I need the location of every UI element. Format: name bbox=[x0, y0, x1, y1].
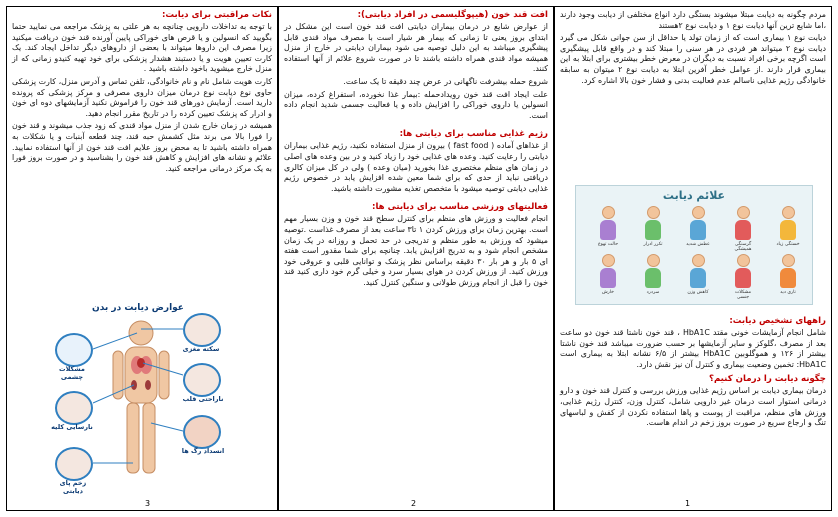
page-number: 3 bbox=[145, 499, 151, 508]
figure-title: عوارض دیابت در بدن bbox=[92, 303, 184, 313]
exercise-heading: فعالیتهای ورزشی مناسب برای دیابتی ها: bbox=[372, 202, 548, 213]
symptom-label: سردرد bbox=[646, 290, 660, 295]
symptom-label: عطش شدید bbox=[686, 242, 710, 247]
diagnosis-heading: راههای تشخیص دیابت: bbox=[729, 316, 826, 326]
figure-body bbox=[600, 268, 616, 288]
figure-body bbox=[645, 220, 661, 240]
poster-symptom bbox=[731, 254, 755, 300]
diabetes-complications-figure bbox=[33, 303, 243, 493]
eye-problems-label: مشکلات چشمی bbox=[59, 365, 85, 381]
diagnosis-paragraph: شامل انجام آزمایشات خونی مقتد HbA1C ، قند خون ناشتا قند خون دو ساعت بعد از مصرف ،گلوکز و سایر آزمایشها بر حسب ضرورت میباشد قند خون ناشتا بیشتر از ۱۲۶ و هموگلوبین HbA1C بیشتر از ۶/۵ نشانه ابتلا به بیماری است HbA1C: تخمین وضعیت بیماری و کنترل آن نیز نقش دارد. bbox=[560, 328, 826, 369]
symptom-label: تکرر ادرار bbox=[643, 242, 663, 247]
figure-body bbox=[735, 220, 751, 240]
figure-body bbox=[690, 268, 706, 288]
eye-bubble bbox=[55, 333, 93, 367]
column-page-2 bbox=[278, 6, 554, 511]
poster-symptom bbox=[641, 206, 665, 247]
diet-paragraph: از غذاهای آماده ( fast food ) بیرون از منزل استفاده نکنید، رژیم غذایی بیماران دیابتی را رعایت کنید. وعده های غذایی خود را زیاد کنید و در بین وعده های اصلی در زمان های منظم مختصری غذا بخورید (میان وعده ) ولی در کل میزان کالری دریافتی نباید از حدی که برای شما معین شده افزایش یابد در خصوص رژیم غذایی دیابتی توصیه میشود با متخصص تغذیه مشورت داشته باشید. bbox=[284, 141, 548, 193]
attack-onset-paragraph: شروع حمله بیشرفت ناگهانی در عرض چند دقیقه تا یک ساعت. bbox=[343, 76, 548, 86]
page-number: 2 bbox=[411, 499, 417, 508]
poster-symptom bbox=[776, 254, 800, 295]
symptom-label: خستگی زیاد bbox=[776, 242, 800, 247]
column-page-3 bbox=[6, 6, 278, 511]
treatment-paragraph: درمان بیماری دیابت بر اساس رژیم غذایی ورزش بررسی و کنترل قند خون و دارو درمانی استوار است درمان غیر دارویی شامل، کنترل وزن، کنترل رژیم غذایی، ورزش های منظم، مراقبت از پوست و پاها استفاده نکردن از کفش و لباسهای تنگ و ارجاع سریع در صورت بروز زخم در اندام هاست. bbox=[560, 386, 826, 428]
vessel-bubble bbox=[183, 415, 221, 449]
intro-paragraph: مردم چگونه به دیابت مبتلا میشوند بستگی دارد انواع مختلفی از دیابت وجود دارند ،اما شایع ترین آنها دیابت نوع ۱ و دیابت نوع ۲هستند bbox=[560, 10, 826, 30]
figure-head bbox=[737, 254, 750, 267]
care-tips-paragraph: با توجه به تداخلات دارویی چنانچه به هر علتی به پزشک مراجعه می نمایید حتما بگویید که انسولین و یا قرص های خوراکی پایین آورنده قند خون دریافت میکنید زیرا مصرف این داروها میتواند با بعضی از داروهای دیگر تداخل ایجاد کند. یک کارت تعیین هویت و یا دستبند هشدار پزشکی برای خود تهیه کنیدو زمانی که از منزل خارج میشوید باخود داشته باشید . bbox=[12, 22, 272, 74]
symptom-label: خارش bbox=[601, 290, 615, 295]
figure-head bbox=[692, 206, 705, 219]
symptom-label: حالت تهوع bbox=[597, 242, 619, 247]
figure-head bbox=[782, 254, 795, 267]
exercise-paragraph: انجام فعالیت و ورزش های منظم برای کنترل سطح قند خون و وزن بسیار مهم است. بهترین زمان برای ورزش کردن ۱ تا۳ ساعت بعد از مصرف غذاست .توصیه میشود که ورزش به طور منظم و تدریجی در حد تحمل و روزانه در یک زمان مشخص انجام شود و به تدریج افزایش یابد. چنانچه برای شما مقدور است هفته ای ۵ بار و هر بار ۳۰ دقیقه براساس نظر پزشک و توانایی قلبی و عروقی خود ورزش کنید. از ورزش کردن در هوای بسیار سرد و خیلی گرم خود داری کنید قند خون را قبل از انجام ورزش طولانی و سنگین کنترل کنید. bbox=[284, 214, 548, 287]
figure-head bbox=[782, 206, 795, 219]
brain-bubble bbox=[183, 313, 221, 347]
attack-cause-paragraph: علت ایجاد افت قند خون رویدادحمله :بیمار غذا نخورده، استفراغ کرده، میزان انسولین یا داروی خوراکی را افزایش داده و یا فعالیت جسمی شدید انجام داده است. bbox=[284, 89, 548, 120]
figure-body bbox=[735, 268, 751, 288]
figure-body bbox=[645, 268, 661, 288]
symptom-label: مشکلات جنسی bbox=[734, 290, 752, 300]
page-number: 1 bbox=[685, 499, 691, 508]
poster-symptom bbox=[686, 254, 710, 295]
hypoglycemia-paragraph: از عوارض شایع در درمان بیماران دیابتی افت قند خون است این مشکل در ابتدای بروز یعنی تا زمانی که بیمار هر شیار است با مصرف مواد قندی قابل پیشگیری میباشد به این دلیل توصیه می شود بیماران دیابتی در خارج از منزل همیشه مواد قندی همراه داشته باشند تا در صورت شروع علائم از آنها استفاده کنند. bbox=[284, 22, 548, 74]
stroke-label: سکته مغزی bbox=[182, 345, 220, 353]
figure-head bbox=[602, 206, 615, 219]
figure-head bbox=[647, 254, 660, 267]
kidney-bubble bbox=[55, 391, 93, 425]
treatment-heading: چگونه دیابت را درمان کنیم؟ bbox=[708, 374, 826, 385]
poster-symptom bbox=[641, 254, 665, 295]
diabetic-foot-label: زخم پای دیابتی bbox=[59, 479, 87, 495]
heart-bubble bbox=[183, 363, 221, 397]
diet-heading: رژیم غذایی مناسب برای دیابتی ها: bbox=[399, 129, 548, 140]
diabetes-signs-poster bbox=[575, 185, 813, 305]
hypoglycemia-heading: افت قند خون (هیپوگلیسمی در افراد دیابتی): bbox=[357, 10, 548, 20]
column-page-1 bbox=[554, 6, 832, 511]
poster-symptom bbox=[596, 206, 620, 247]
poster-symptom bbox=[776, 206, 800, 247]
symptom-label: کاهش وزن bbox=[687, 290, 709, 295]
id-card-paragraph: کارت هویت شامل نام و نام خانوادگی، تلفن تماس و آدرس منزل، کارت پزشکی حاوی نوع دیابت نوع درمان میزان داروی مصرفی و مرکز پزشکی که پرونده دارید است. آزمایش دورهای قند خون را فراموش نکنید آزمایشهای دوه ای خون و ادرار که پزشک تعیین کرده را در تاریخ مقرر انجام دهید. bbox=[12, 76, 272, 118]
vessel-blockage-label: انسداد رگ ها bbox=[181, 447, 225, 455]
poster-symptom bbox=[731, 206, 755, 252]
figure-body bbox=[600, 220, 616, 240]
sugar-carry-paragraph: همیشه در زمان خارج شدن از منزل مواد قندی که زود جذب میشوند و قند خون را فورا بالا می برند مثل کشمش حبه قند، چند قطعه آبنبات و یا شکلات به همراه داشته باشید تا به محض بروز علایم افت قند خون از آنها استفاده نمایید. علائم و نشانه های افزایش و کاهش قند خون را بشناسید و در صورت بروز فورا به یک مرکز درمانی مراجعه کنید. bbox=[12, 121, 272, 173]
figure-head bbox=[602, 254, 615, 267]
figure-body bbox=[690, 220, 706, 240]
figure-head bbox=[647, 206, 660, 219]
symptom-label: گرسنگی همیشگی bbox=[734, 242, 752, 252]
kidney-failure-label: نارسایی کلیه bbox=[51, 423, 93, 431]
care-tips-heading: نکات مراقبتی برای دیابت: bbox=[161, 10, 272, 20]
poster-title: علائم دیابت bbox=[662, 189, 726, 202]
poster-symptom bbox=[596, 254, 620, 295]
figure-head bbox=[737, 206, 750, 219]
figure-body bbox=[780, 220, 796, 240]
heart-problems-label: ناراحتی قلب bbox=[182, 395, 224, 403]
poster-symptom bbox=[686, 206, 710, 247]
type-diabetes-paragraph: دیابت نوع ۱ بیماری است که از زمان تولد یا حداقل از سن جوانی شکل می گیرد دیابت نوع ۲ میتواند هر فردی در هر سنی را مبتلا کند و در واقع قابل پیشگیری است اگرچه برخی افراد نسبت به دیگران در معرض خطر بیشتری برای ابتلا به این بیماری قرار دارند .از عوامل خطر آفرین ابتلا به دیابت نوع ۲ میتوان به سابقه خانوادگی رژیم غذایی ناسالم عدم فعالیت بدنی و فشار خون بالا اشاره کرد. bbox=[559, 33, 827, 85]
symptom-label: تاری دید bbox=[780, 290, 796, 295]
figure-body bbox=[780, 268, 796, 288]
foot-bubble bbox=[55, 447, 93, 481]
figure-head bbox=[692, 254, 705, 267]
